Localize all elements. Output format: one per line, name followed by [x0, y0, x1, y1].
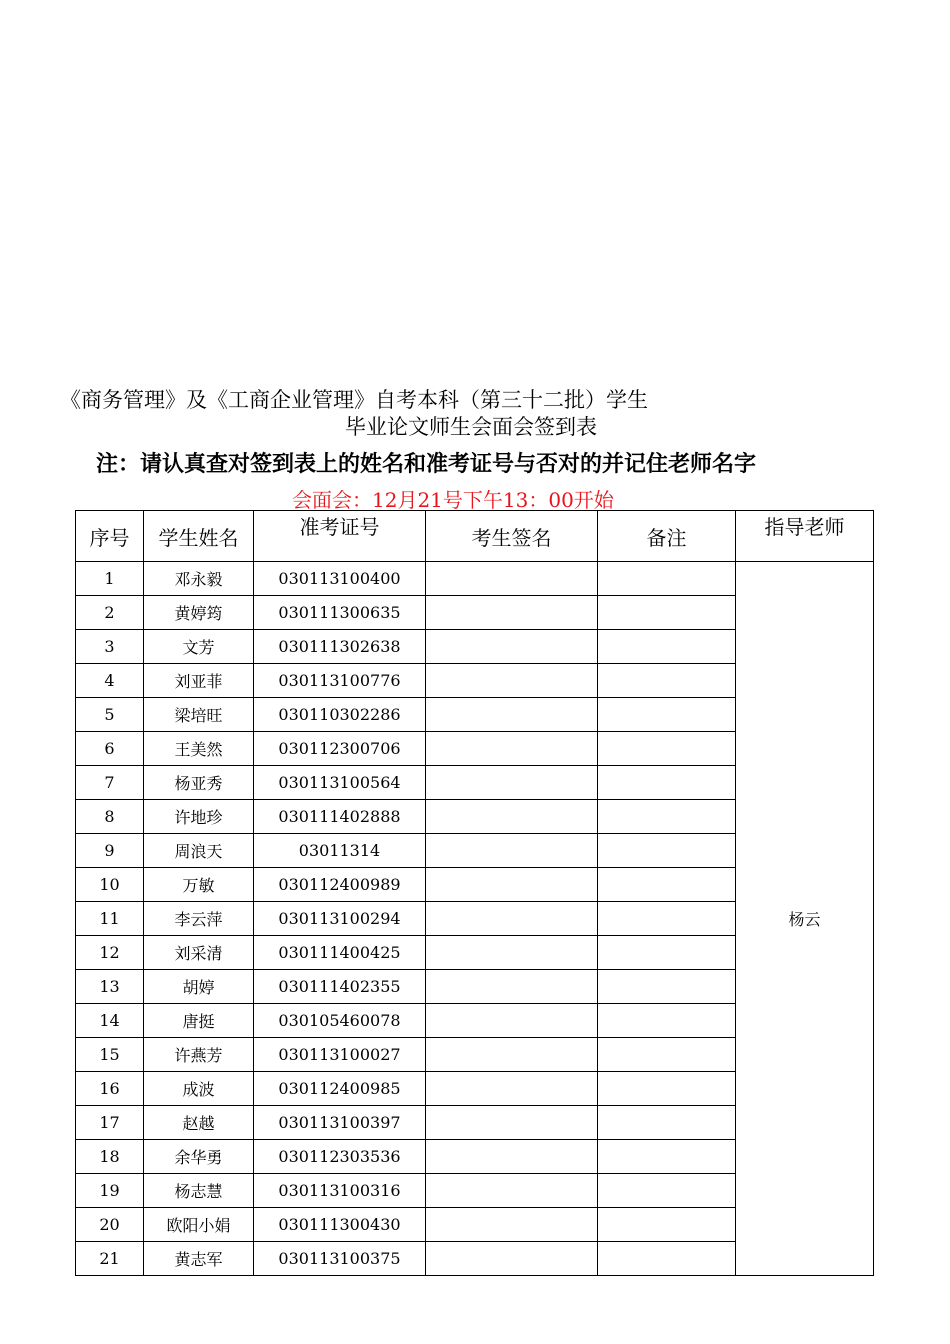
row-remarks-cell[interactable] [598, 732, 736, 766]
row-signature-cell[interactable] [426, 868, 598, 902]
header-seq: 序号 [76, 511, 144, 562]
row-exam-id: 030113100316 [254, 1174, 426, 1208]
row-signature-cell[interactable] [426, 970, 598, 1004]
row-signature-cell[interactable] [426, 1106, 598, 1140]
advisor-name: 杨云 [736, 562, 874, 1276]
row-student-name: 赵越 [144, 1106, 254, 1140]
row-exam-id: 030112303536 [254, 1140, 426, 1174]
row-exam-id: 030110302286 [254, 698, 426, 732]
row-signature-cell[interactable] [426, 596, 598, 630]
row-seq: 20 [76, 1208, 144, 1242]
header-exam-id: 准考证号 [254, 511, 426, 562]
header-advisor: 指导老师 [736, 511, 874, 562]
row-seq: 16 [76, 1072, 144, 1106]
row-signature-cell[interactable] [426, 800, 598, 834]
header-student-name: 学生姓名 [144, 511, 254, 562]
row-exam-id: 030113100375 [254, 1242, 426, 1276]
row-student-name: 黄婷筠 [144, 596, 254, 630]
row-seq: 3 [76, 630, 144, 664]
table-body [76, 562, 874, 1276]
row-exam-id: 030111402888 [254, 800, 426, 834]
row-signature-cell[interactable] [426, 936, 598, 970]
row-student-name: 唐挺 [144, 1004, 254, 1038]
row-exam-id: 030111400425 [254, 936, 426, 970]
row-signature-cell[interactable] [426, 1242, 598, 1276]
row-seq: 7 [76, 766, 144, 800]
row-student-name: 刘亚菲 [144, 664, 254, 698]
row-student-name: 欧阳小娟 [144, 1208, 254, 1242]
row-student-name: 李云萍 [144, 902, 254, 936]
header-remarks: 备注 [598, 511, 736, 562]
row-signature-cell[interactable] [426, 902, 598, 936]
row-signature-cell[interactable] [426, 562, 598, 596]
sign-in-table [75, 510, 874, 1276]
row-seq: 5 [76, 698, 144, 732]
row-seq: 18 [76, 1140, 144, 1174]
row-remarks-cell[interactable] [598, 1140, 736, 1174]
row-signature-cell[interactable] [426, 1140, 598, 1174]
row-seq: 12 [76, 936, 144, 970]
row-remarks-cell[interactable] [598, 1208, 736, 1242]
row-student-name: 余华勇 [144, 1140, 254, 1174]
row-remarks-cell[interactable] [598, 1038, 736, 1072]
table-header-row [76, 511, 874, 562]
document-title-line1: 《商务管理》及《工商企业管理》自考本科（第三十二批）学生 [60, 388, 648, 412]
row-signature-cell[interactable] [426, 732, 598, 766]
row-signature-cell[interactable] [426, 1004, 598, 1038]
header-signature: 考生签名 [426, 511, 598, 562]
row-signature-cell[interactable] [426, 834, 598, 868]
row-exam-id: 030111300635 [254, 596, 426, 630]
row-exam-id: 030112400985 [254, 1072, 426, 1106]
row-seq: 11 [76, 902, 144, 936]
row-seq: 13 [76, 970, 144, 1004]
row-seq: 9 [76, 834, 144, 868]
row-remarks-cell[interactable] [598, 698, 736, 732]
row-student-name: 文芳 [144, 630, 254, 664]
table-row [76, 562, 874, 596]
row-signature-cell[interactable] [426, 1208, 598, 1242]
row-student-name: 杨亚秀 [144, 766, 254, 800]
row-remarks-cell[interactable] [598, 562, 736, 596]
instruction-note: 注：请认真查对签到表上的姓名和准考证号与否对的并记住老师名字 [96, 452, 757, 477]
row-remarks-cell[interactable] [598, 1242, 736, 1276]
row-student-name: 胡婷 [144, 970, 254, 1004]
row-seq: 6 [76, 732, 144, 766]
row-exam-id: 030105460078 [254, 1004, 426, 1038]
row-seq: 2 [76, 596, 144, 630]
row-signature-cell[interactable] [426, 1038, 598, 1072]
row-seq: 10 [76, 868, 144, 902]
row-student-name: 王美然 [144, 732, 254, 766]
row-seq: 19 [76, 1174, 144, 1208]
row-exam-id: 030113100294 [254, 902, 426, 936]
row-student-name: 许燕芳 [144, 1038, 254, 1072]
row-seq: 14 [76, 1004, 144, 1038]
row-student-name: 刘采清 [144, 936, 254, 970]
row-seq: 4 [76, 664, 144, 698]
row-signature-cell[interactable] [426, 664, 598, 698]
row-seq: 21 [76, 1242, 144, 1276]
meeting-time: 会面会：12月21号下午13：00开始 [292, 488, 614, 512]
document-title-line2: 毕业论文师生会面会签到表 [345, 415, 597, 439]
row-student-name: 万敏 [144, 868, 254, 902]
row-exam-id: 030112300706 [254, 732, 426, 766]
row-exam-id: 030111402355 [254, 970, 426, 1004]
row-seq: 1 [76, 562, 144, 596]
row-remarks-cell[interactable] [598, 1174, 736, 1208]
row-seq: 17 [76, 1106, 144, 1140]
row-seq: 8 [76, 800, 144, 834]
row-student-name: 杨志慧 [144, 1174, 254, 1208]
row-signature-cell[interactable] [426, 1174, 598, 1208]
row-exam-id: 030113100776 [254, 664, 426, 698]
row-remarks-cell[interactable] [598, 800, 736, 834]
row-exam-id: 030113100027 [254, 1038, 426, 1072]
row-remarks-cell[interactable] [598, 936, 736, 970]
row-exam-id: 030113100564 [254, 766, 426, 800]
row-student-name: 梁培旺 [144, 698, 254, 732]
row-student-name: 周浪天 [144, 834, 254, 868]
row-signature-cell[interactable] [426, 1072, 598, 1106]
row-exam-id: 030111302638 [254, 630, 426, 664]
row-signature-cell[interactable] [426, 698, 598, 732]
row-remarks-cell[interactable] [598, 1106, 736, 1140]
row-student-name: 成波 [144, 1072, 254, 1106]
row-remarks-cell[interactable] [598, 1004, 736, 1038]
row-exam-id: 030111300430 [254, 1208, 426, 1242]
row-remarks-cell[interactable] [598, 1072, 736, 1106]
row-remarks-cell[interactable] [598, 902, 736, 936]
row-remarks-cell[interactable] [598, 630, 736, 664]
row-exam-id: 030113100400 [254, 562, 426, 596]
row-signature-cell[interactable] [426, 766, 598, 800]
row-remarks-cell[interactable] [598, 868, 736, 902]
row-student-name: 黄志军 [144, 1242, 254, 1276]
row-remarks-cell[interactable] [598, 664, 736, 698]
row-remarks-cell[interactable] [598, 766, 736, 800]
row-exam-id: 030113100397 [254, 1106, 426, 1140]
row-signature-cell[interactable] [426, 630, 598, 664]
row-exam-id: 030112400989 [254, 868, 426, 902]
row-remarks-cell[interactable] [598, 970, 736, 1004]
row-remarks-cell[interactable] [598, 596, 736, 630]
row-student-name: 许地珍 [144, 800, 254, 834]
row-remarks-cell[interactable] [598, 834, 736, 868]
row-exam-id: 03011314 [254, 834, 426, 868]
row-student-name: 邓永毅 [144, 562, 254, 596]
row-seq: 15 [76, 1038, 144, 1072]
